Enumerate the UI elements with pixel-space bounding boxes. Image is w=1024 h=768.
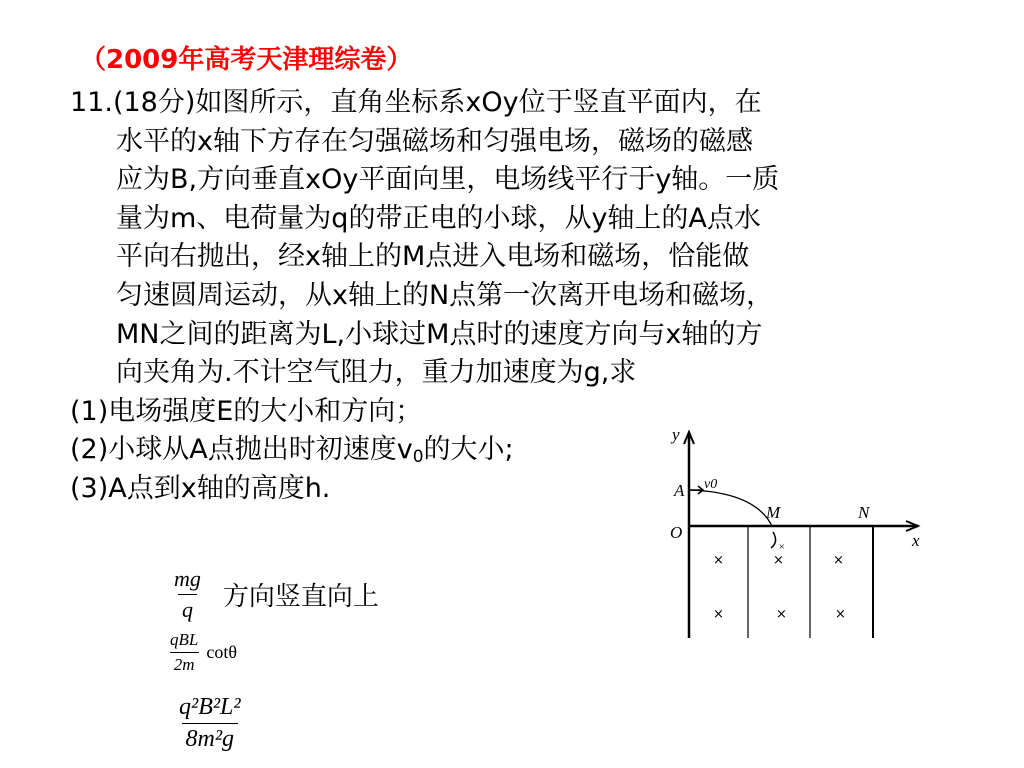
answer-2-cot: cotθ [206,642,237,662]
field-marker: × [833,553,844,568]
question-1: (1)电场强度E的大小和方向； [70,395,423,427]
problem-line: 匀速圆周运动，从x轴上的N点第一次离开电场和磁场， [116,279,774,311]
field-marker: × [773,553,784,568]
field-marker: × [835,607,846,622]
answer-2-fraction [166,630,202,675]
question-2-text: (2)小球从A点抛出时初速度v [70,434,413,466]
trajectory-arc [689,490,772,526]
answer-3 [175,694,245,753]
field-marker: × [713,607,724,622]
question-2-tail: 的大小; [423,434,514,466]
answer-1-denominator: q [178,594,197,623]
problem-line: 向夹角为.不计空气阻力，重力加速度为g,求 [116,357,637,389]
question-2-subscript: 0 [412,447,424,468]
angle-mark [771,532,776,548]
field-marker: × [776,607,787,622]
coordinate-figure [660,420,930,645]
problem-line: MN之间的距离为L,小球过M点时的速度方向与x轴的方 [116,318,763,350]
problem-line: 量为m、电荷量为q的带正电的小球，从y轴上的A点水 [116,202,761,234]
source-heading: （2009年高考天津理综卷） [80,45,413,75]
answer-2 [166,630,237,675]
x-axis-label: x [912,531,920,550]
answer-1-numerator: mg [174,566,201,591]
answer-3-denominator: 8m²g [182,723,239,753]
answer-1-fraction [170,566,205,623]
field-marker: × [713,553,724,568]
answer-1 [170,566,379,623]
problem-line: 平向右抛出，经x轴上的M点进入电场和磁场，恰能做 [116,241,750,273]
answer-1-direction: 方向竖直向上 [222,582,379,612]
answer-3-fraction [175,694,245,753]
answer-3-numerator: q²B²L² [179,694,241,720]
problem-line: 11.(18分)如图所示，直角坐标系xOy位于竖直平面内，在 [70,87,762,118]
point-m-label: M [766,503,781,522]
answer-2-denominator: 2m [170,652,199,675]
y-axis-label: y [672,425,680,444]
problem-line: 应为B,方向垂直xOy平面向里，电场线平行于y轴。一质 [116,164,780,196]
answer-2-numerator: qBL [170,630,199,649]
point-a-label: A [674,481,685,500]
question-3: (3)A点到x轴的高度h. [70,472,331,504]
angle-mark-cross: × [778,541,786,553]
velocity-label: v0 [704,477,718,492]
problem-line: 水平的x轴下方存在匀强磁场和匀强电场，磁场的磁感 [116,125,753,157]
origin-label: O [670,523,683,542]
point-n-label: N [858,503,870,522]
